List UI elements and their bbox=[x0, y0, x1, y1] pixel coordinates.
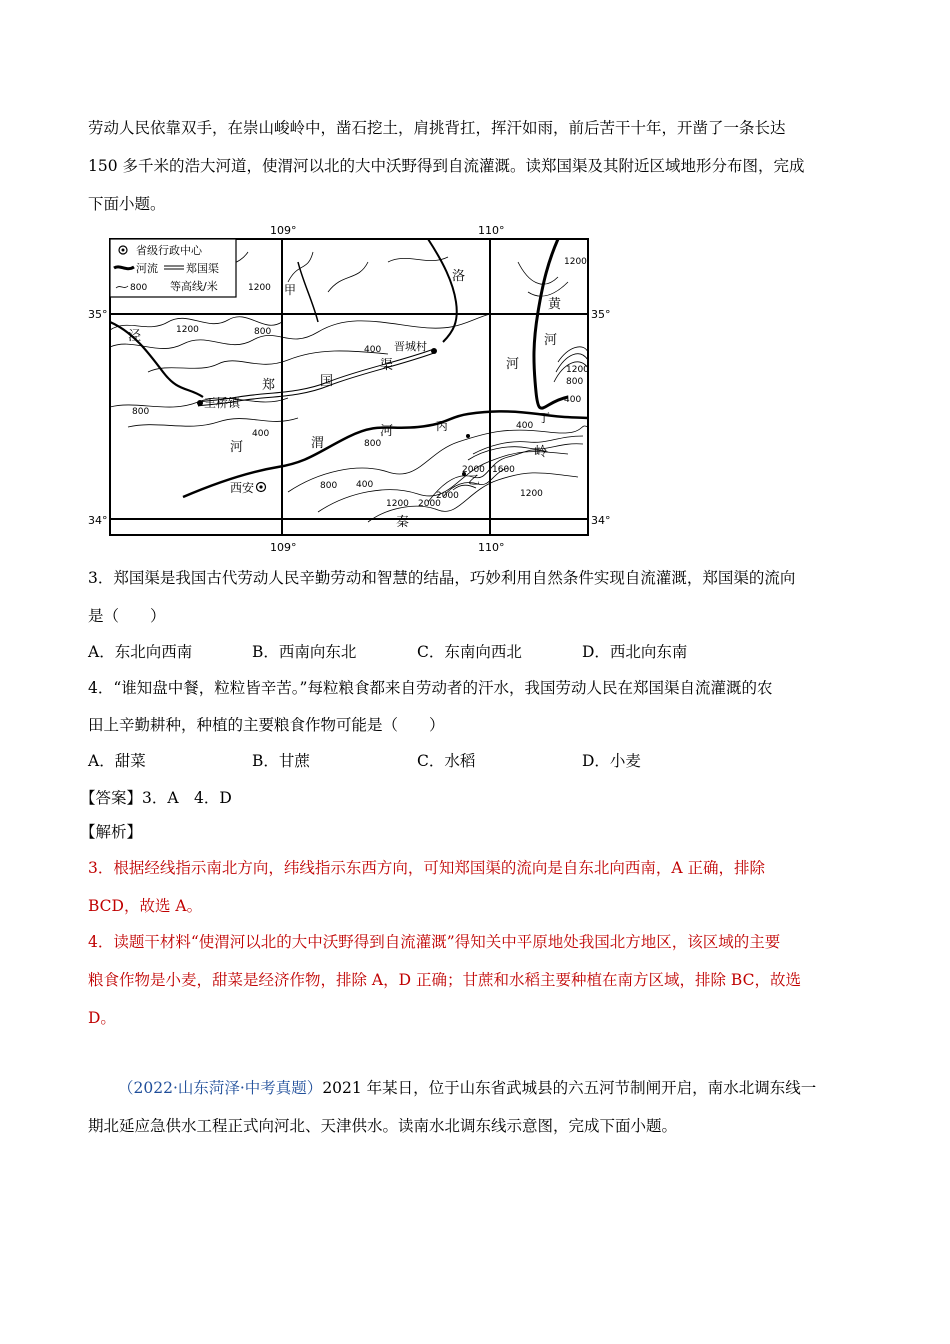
place-xian: 西安 bbox=[230, 481, 255, 495]
svg-text:1600: 1600 bbox=[492, 465, 515, 475]
q3-option-d[interactable]: D．西北向东南 bbox=[582, 643, 688, 661]
place-jia: 甲 bbox=[284, 283, 297, 297]
svg-text:800: 800 bbox=[132, 407, 150, 417]
svg-text:2000: 2000 bbox=[462, 465, 485, 475]
river-char-huang: 黄 bbox=[548, 297, 562, 312]
lon-label-109-bottom: 109° bbox=[270, 541, 297, 554]
analysis4-line-1: 4．读题干材料“使渭河以北的大中沃野得到自流灌溉”得知关中平原地处我国北方地区，该区域的主要 bbox=[88, 933, 781, 951]
next-question-source: （2022·山东菏泽·中考真题） bbox=[118, 1079, 323, 1097]
q3-line-2: 是（ ） bbox=[88, 607, 166, 625]
lon-label-110-bottom: 110° bbox=[478, 541, 505, 554]
mountain-char-ling: 岭 bbox=[534, 445, 548, 460]
next-question-text: 2021 年某日，位于山东省武城县的六五河节制闸开启，南水北调东线一 bbox=[322, 1079, 817, 1097]
lat-label-35-left: 35° bbox=[88, 308, 108, 321]
lat-label-34-right: 34° bbox=[591, 514, 611, 527]
river-char-luo: 洛 bbox=[452, 269, 466, 284]
river-char-he1: 河 bbox=[230, 440, 244, 455]
svg-text:800: 800 bbox=[254, 327, 272, 337]
svg-text:800: 800 bbox=[364, 439, 382, 449]
place-bing: 丙 bbox=[436, 419, 449, 433]
svg-text:400: 400 bbox=[564, 395, 582, 405]
svg-text:400: 400 bbox=[252, 429, 270, 439]
q3-option-c[interactable]: C．东南向西北 bbox=[417, 643, 522, 661]
river-char-he3: 河 bbox=[506, 357, 520, 372]
topographic-map bbox=[88, 222, 611, 557]
legend-contour-label: 等高线/米 bbox=[170, 280, 218, 293]
intro-line-2: 150 多千米的浩大河道，使渭河以北的大中沃野得到自流灌溉。读郑国渠及其附近区域地形分布图，完成 bbox=[88, 157, 805, 175]
svg-text:1200: 1200 bbox=[564, 257, 587, 267]
q4-option-b[interactable]: B．甘蔗 bbox=[252, 752, 310, 770]
jincheng-marker bbox=[431, 348, 437, 354]
legend-contour-value: 800 bbox=[130, 283, 148, 293]
svg-text:1200: 1200 bbox=[248, 283, 271, 293]
intro-line-1: 劳动人民依靠双手，在崇山峻岭中，凿石挖土，肩挑背扛，挥汗如雨，前后苦干十年，开凿了一条长达 bbox=[88, 119, 786, 137]
svg-text:800: 800 bbox=[566, 377, 584, 387]
svg-text:400: 400 bbox=[516, 421, 534, 431]
q4-option-d[interactable]: D．小麦 bbox=[582, 752, 641, 770]
river-char-he2: 河 bbox=[380, 424, 394, 439]
analysis3-line-1: 3．根据经线指示南北方向，纬线指示东西方向，可知郑国渠的流向是自东北向西南，A 正确，排除 bbox=[88, 859, 765, 877]
lon-label-109-top: 109° bbox=[270, 224, 297, 237]
lat-label-34-left: 34° bbox=[88, 514, 108, 527]
q4-line-2: 田上辛勤耕种，种植的主要粮食作物可能是（ ） bbox=[88, 716, 445, 734]
intro-line-3: 下面小题。 bbox=[88, 195, 166, 213]
q3-option-a[interactable]: A．东北向西南 bbox=[88, 643, 193, 661]
lat-label-35-right: 35° bbox=[591, 308, 611, 321]
q3-line-1: 3．郑国渠是我国古代劳动人民辛勤劳动和智慧的结晶，巧妙利用自然条件实现自流灌溉，郑国渠的流向 bbox=[88, 569, 796, 587]
answer-line: 【答案】3．A 4．D bbox=[80, 789, 232, 807]
svg-text:2000: 2000 bbox=[436, 491, 459, 501]
svg-text:1200: 1200 bbox=[386, 499, 409, 509]
legend-river-label: 河流 bbox=[136, 262, 158, 275]
canal-char-1: 国 bbox=[320, 374, 334, 389]
svg-text:1200: 1200 bbox=[176, 325, 199, 335]
analysis4-line-2: 粮食作物是小麦，甜菜是经济作物，排除 A，D 正确；甘蔗和水稻主要种植在南方区域，排除 BC，故选 bbox=[88, 971, 801, 989]
place-jincheng: 晋城村 bbox=[394, 340, 427, 353]
river-char-wei: 渭 bbox=[311, 436, 325, 451]
svg-text:400: 400 bbox=[356, 480, 374, 490]
svg-text:800: 800 bbox=[320, 481, 338, 491]
canal-char-0: 郑 bbox=[262, 378, 276, 393]
next-question-line-1 bbox=[118, 1078, 816, 1098]
mountain-char-qin: 秦 bbox=[396, 515, 410, 530]
analysis-title: 【解析】 bbox=[80, 823, 143, 841]
q3-option-b[interactable]: B．西南向东北 bbox=[252, 643, 357, 661]
wangqiao-marker bbox=[197, 400, 203, 406]
q4-option-c[interactable]: C．水稻 bbox=[417, 752, 476, 770]
svg-text:2000: 2000 bbox=[418, 499, 441, 509]
legend-river-icon bbox=[114, 267, 134, 269]
svg-text:400: 400 bbox=[364, 345, 382, 355]
legend-capital-label: 省级行政中心 bbox=[136, 244, 202, 257]
legend-canal-label: 郑国渠 bbox=[186, 262, 219, 275]
next-question-line-2: 期北延应急供水工程正式向河北、天津供水。读南水北调东线示意图，完成下面小题。 bbox=[88, 1117, 678, 1135]
canal-char-2: 渠 bbox=[380, 358, 394, 373]
place-yi: 乙 bbox=[468, 473, 481, 487]
river-char-jing: 泾 bbox=[128, 329, 142, 344]
svg-text:1200: 1200 bbox=[566, 365, 589, 375]
svg-text:1200: 1200 bbox=[520, 489, 543, 499]
q4-line-1: 4．“谁知盘中餐，粒粒皆辛苦。”每粒粮食都来自劳动者的汗水，我国劳动人民在郑国渠自流灌溉的农 bbox=[88, 679, 773, 697]
analysis3-line-2: BCD，故选 A。 bbox=[88, 897, 203, 915]
place-ding: 丁 bbox=[538, 411, 551, 425]
place-wangqiao: 王桥镇 bbox=[204, 396, 241, 410]
analysis4-line-3: D。 bbox=[88, 1009, 116, 1027]
q4-option-a[interactable]: A．甜菜 bbox=[88, 752, 146, 770]
river-char-he4: 河 bbox=[544, 333, 558, 348]
lon-label-110-top: 110° bbox=[478, 224, 505, 237]
